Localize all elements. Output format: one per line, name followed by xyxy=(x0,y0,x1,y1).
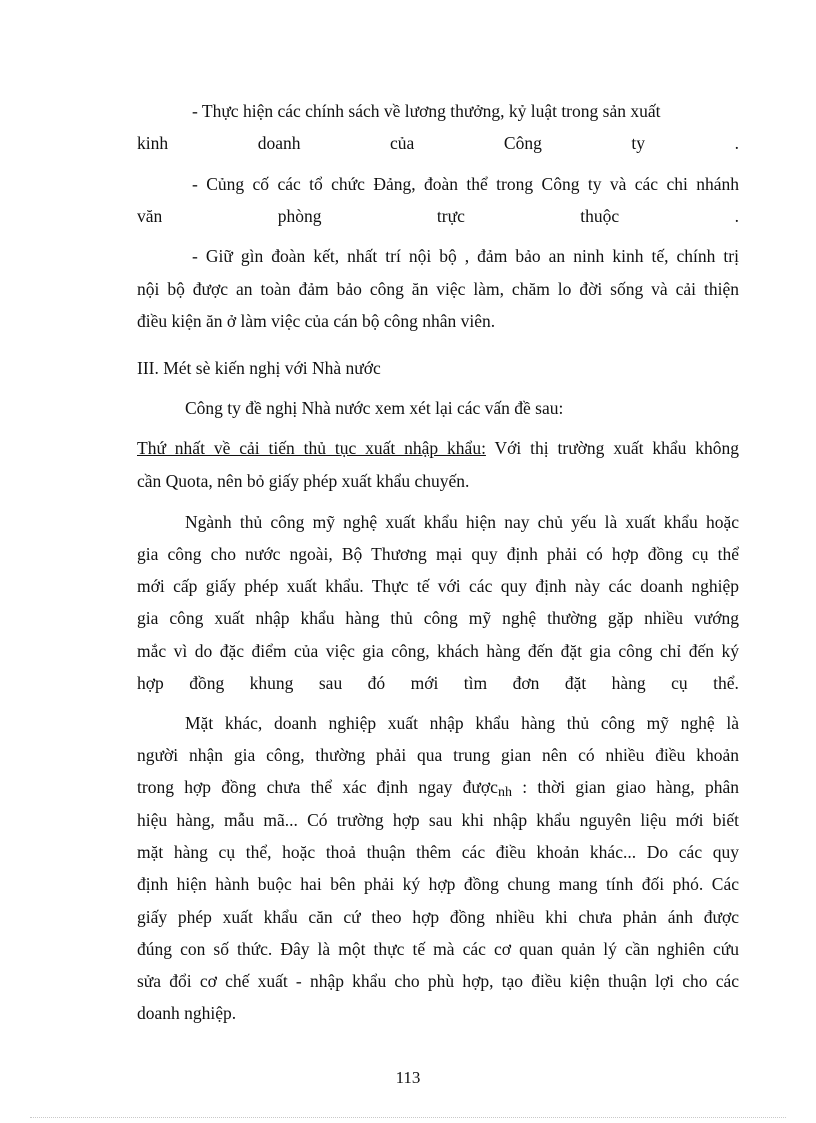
footer-divider xyxy=(30,1117,786,1118)
word: văn xyxy=(137,206,163,226)
word: thuộc xyxy=(580,206,620,226)
text: Với thị trường xuất khẩu không xyxy=(485,438,739,458)
para6-line7 xyxy=(137,906,739,928)
para2-line2 xyxy=(137,205,739,227)
text: Mặt khác, doanh nghiệp xuất nhập khẩu hàng thủ công mỹ nghệ là xyxy=(185,713,739,733)
word: mới xyxy=(410,673,439,693)
text: nội bộ được an toàn đảm bảo công ăn việc làm, chăm lo đời sống và cải thiện xyxy=(137,279,739,299)
para6-line3 xyxy=(137,776,739,801)
word: cụ xyxy=(671,673,688,693)
text: sửa đổi cơ chế xuất - nhập khẩu cho phù hợp, tạo điều kiện thuận lợi cho các xyxy=(137,971,739,991)
text: trong hợp đồng chưa thể xác định ngay được xyxy=(137,777,498,797)
word: đồng xyxy=(189,673,225,693)
text: định hiện hành buộc hai bên phải ký hợp đồng chung mang tính đối phó. Các xyxy=(137,874,739,894)
text: - Giữ gìn đoàn kết, nhất trí nội bộ , đảm bảo an ninh kinh tế, chính trị xyxy=(192,246,739,266)
word: Công xyxy=(503,133,542,153)
word: kinh xyxy=(137,133,169,153)
word: ty xyxy=(631,133,646,153)
para6-line5 xyxy=(137,841,739,863)
text: doanh nghiệp. xyxy=(137,1003,237,1023)
para2-line1 xyxy=(137,173,739,195)
para6-line4 xyxy=(137,809,739,831)
page-number: 113 xyxy=(395,1068,421,1087)
word: đặt xyxy=(564,673,587,693)
word: đơn xyxy=(512,673,540,693)
word: hàng xyxy=(611,673,646,693)
word: của xyxy=(390,133,415,153)
word: thể. xyxy=(713,673,739,693)
para5-line4 xyxy=(137,607,739,629)
para5-line3 xyxy=(137,575,739,597)
text: : thời gian giao hàng, phân xyxy=(511,777,740,797)
para6-line10 xyxy=(137,1002,739,1024)
text: Ngành thủ công mỹ nghệ xuất khẩu hiện nay chủ yếu là xuất khẩu hoặc xyxy=(185,512,739,532)
heading-text: III. Mét sè kiến nghị với Nhà nước xyxy=(137,358,381,378)
first-point-line2 xyxy=(137,470,739,492)
para1-line2 xyxy=(137,132,739,154)
text: người nhận gia công, thường phải qua trung gian nên có nhiều điều khoản xyxy=(137,745,739,765)
para5-line2 xyxy=(137,543,739,565)
text: gia công xuất nhập khẩu hàng thủ công mỹ nghệ thường gặp nhiều vướng xyxy=(137,608,739,628)
text: mới cấp giấy phép xuất khẩu. Thực tế với các quy định này các doanh nghiệp xyxy=(137,576,739,596)
para5-line6 xyxy=(137,672,739,694)
word: khung xyxy=(249,673,294,693)
para6-line6 xyxy=(137,873,739,895)
underlined-title: Thứ nhất về cải tiến thủ tục xuất nhập khẩu: xyxy=(137,438,486,458)
word: sau xyxy=(318,673,343,693)
text: điều kiện ăn ở làm việc của cán bộ công nhân viên. xyxy=(137,311,496,331)
word: doanh xyxy=(257,133,301,153)
para6-line9 xyxy=(137,970,739,992)
text: gia công cho nước ngoài, Bộ Thương mại quy định phải có hợp đồng cụ thể xyxy=(137,544,739,564)
first-point-line1 xyxy=(137,437,739,459)
word: . xyxy=(734,206,739,226)
text: mặt hàng cụ thể, hoặc thoả thuận thêm các điều khoản khác... Do các quy xyxy=(137,842,739,862)
intro-line xyxy=(137,397,739,419)
text: Công ty đề nghị Nhà nước xem xét lại các vấn đề sau: xyxy=(185,398,564,418)
section-heading xyxy=(137,357,739,379)
text: - Củng cố các tổ chức Đảng, đoàn thể trong Công ty và các chi nhánh xyxy=(192,174,739,194)
text: giấy phép xuất khẩu căn cứ theo hợp đồng nhiều khi chưa phản ánh được xyxy=(137,907,739,927)
word: . xyxy=(734,133,739,153)
para5-line5 xyxy=(137,640,739,662)
word: tìm xyxy=(463,673,488,693)
text: mắc vì do đặc điểm của việc gia công, khách hàng đến đặt gia công chỉ đến ký xyxy=(137,641,739,661)
para6-line2 xyxy=(137,744,739,766)
text: cần Quota, nên bỏ giấy phép xuất khẩu chuyến. xyxy=(137,471,470,491)
word: đó xyxy=(367,673,386,693)
word: phòng xyxy=(277,206,322,226)
text: hiệu hàng, mẫu mã... Có trường hợp sau khi nhập khẩu nguyên liệu mới biết xyxy=(137,810,739,830)
para3-line2 xyxy=(137,278,739,300)
para5-line1 xyxy=(137,511,739,533)
para3-line1 xyxy=(137,245,739,267)
para1-line1 xyxy=(137,100,739,122)
word: hợp xyxy=(137,673,164,693)
text: - Thực hiện các chính sách về lương thưởng, kỷ luật trong sản xuất xyxy=(192,101,661,121)
para6-line8 xyxy=(137,938,739,960)
word: trực xyxy=(436,206,465,226)
para3-line3 xyxy=(137,310,739,332)
subscript-text: nh xyxy=(497,785,512,800)
text: đúng con số thức. Đây là một thực tế mà các cơ quan quản lý cần nghiên cứu xyxy=(137,939,739,959)
para6-line1 xyxy=(137,712,739,734)
